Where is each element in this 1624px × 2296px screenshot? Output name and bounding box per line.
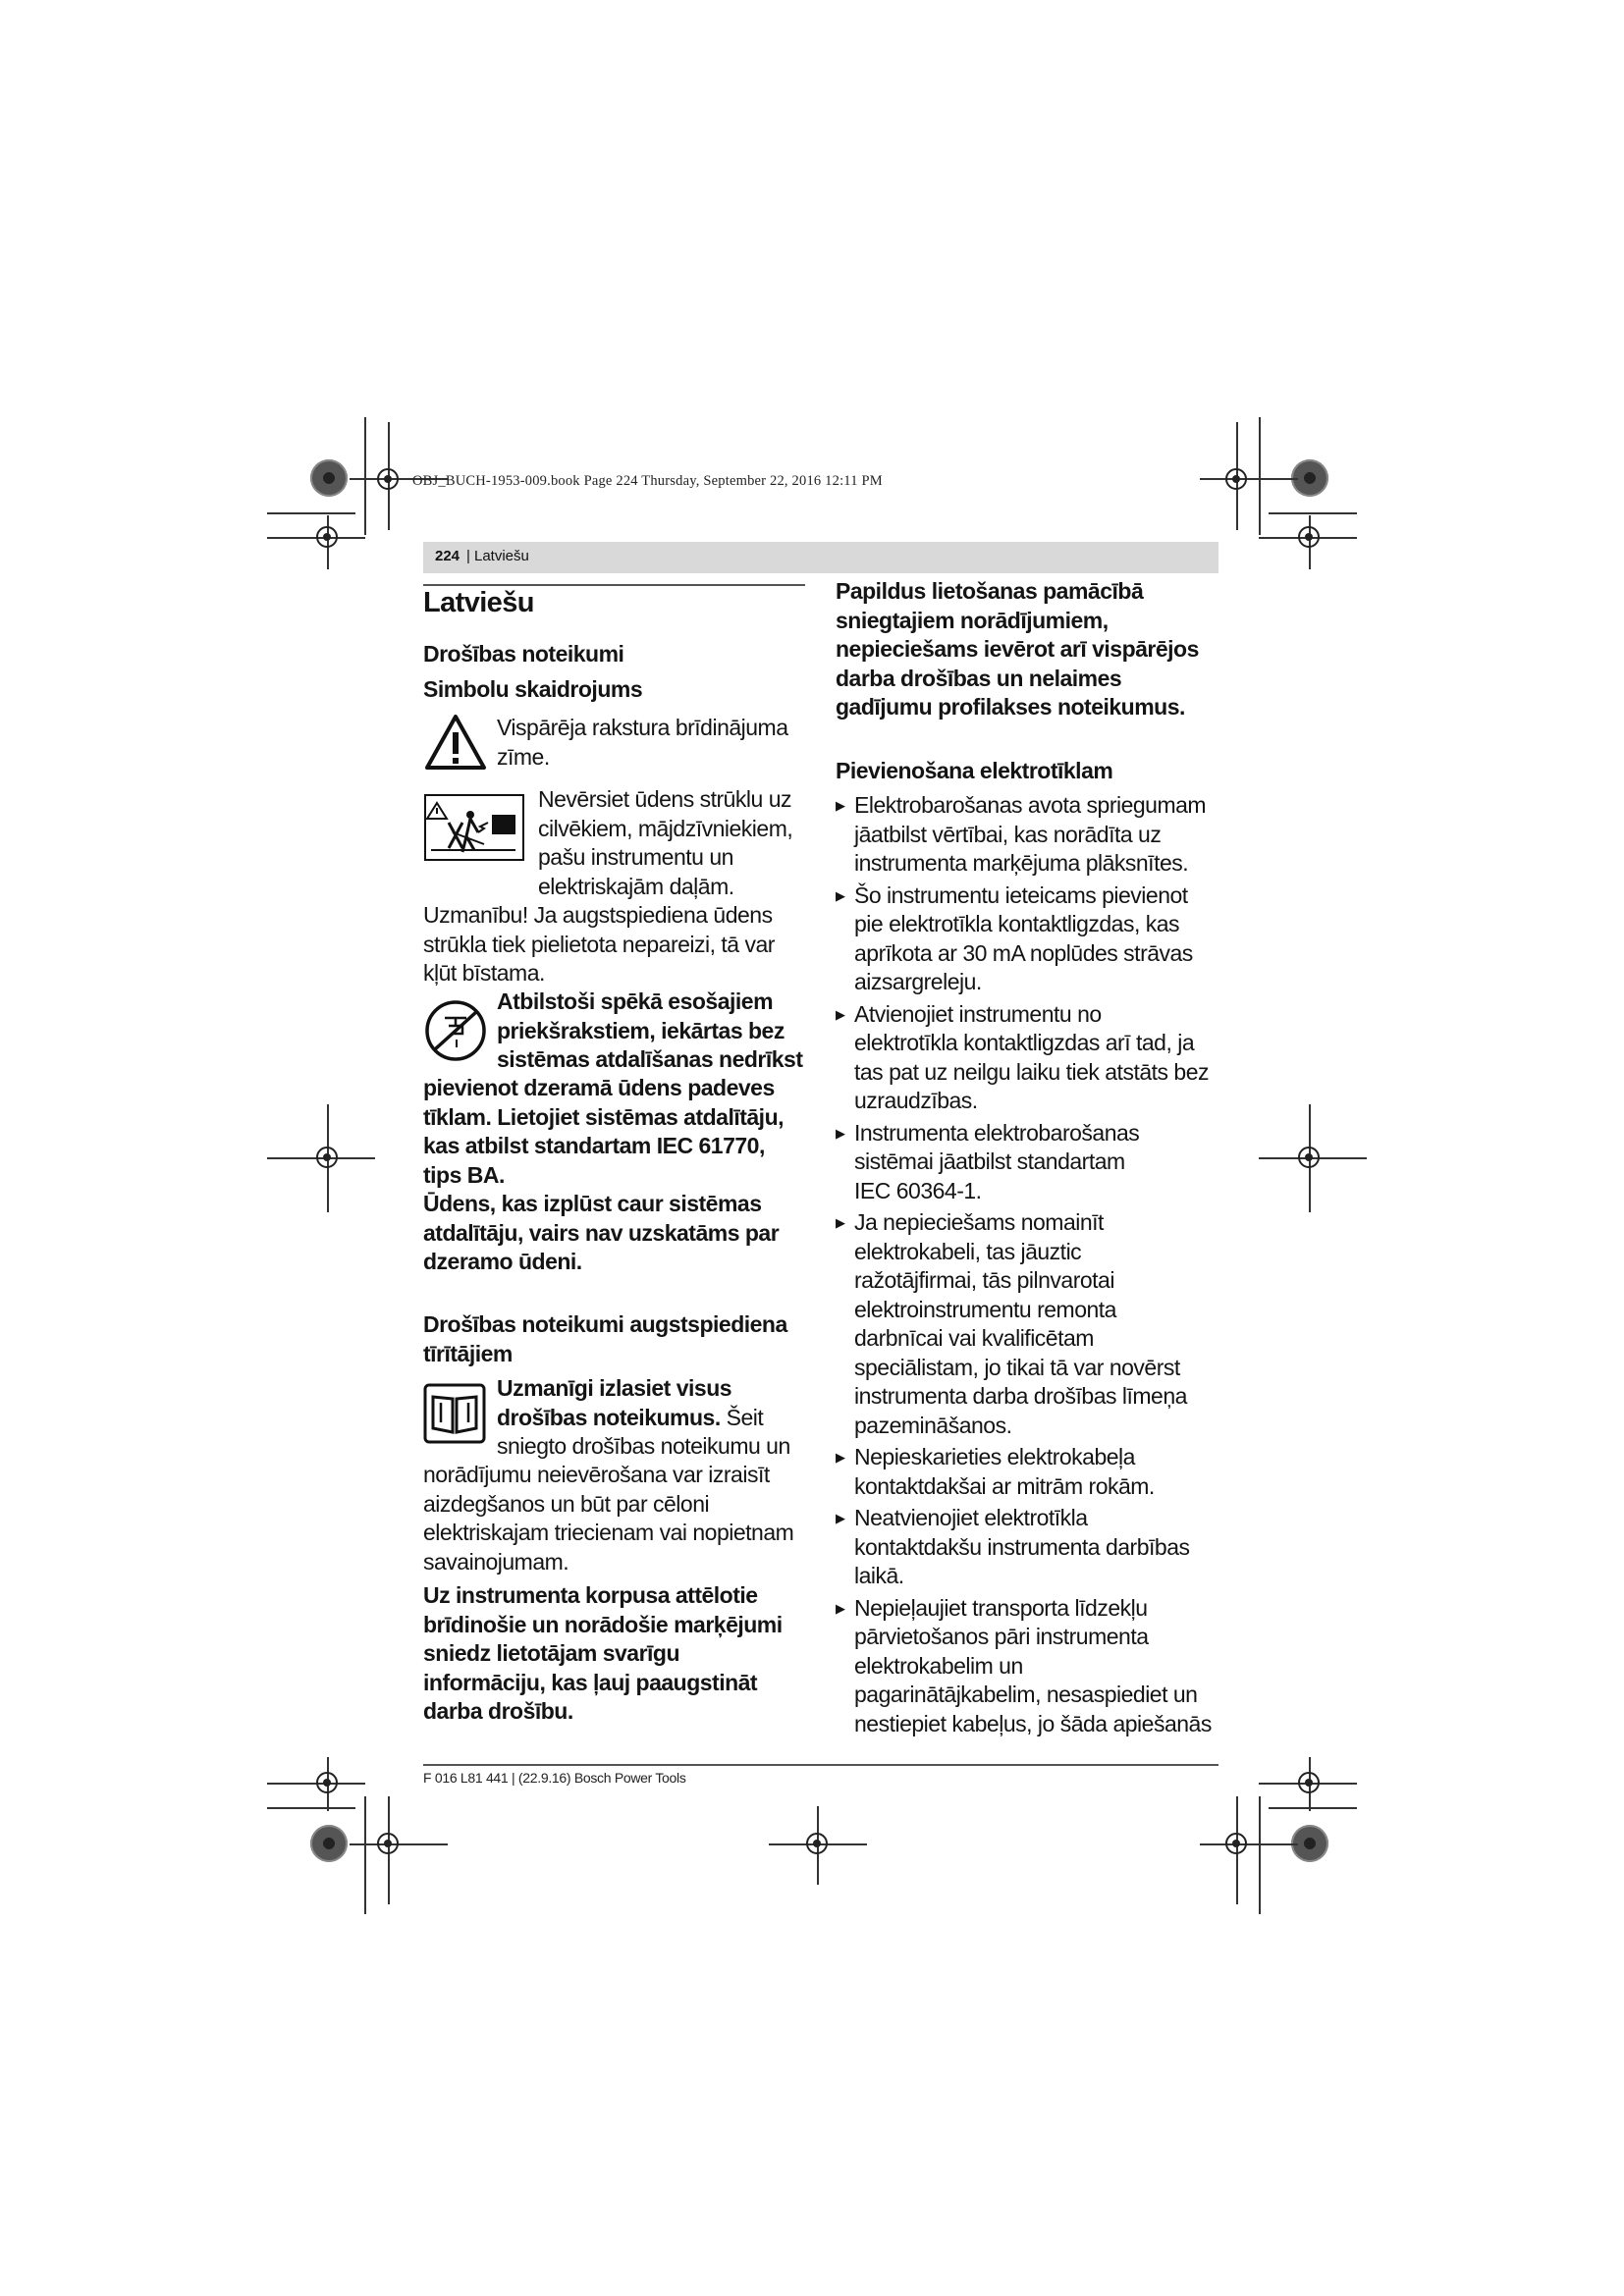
water-network-wrap: Atbilstoši spēkā esošajiem priekšrakstiem, iekārtas bez sistēmas atdalīšanas nedrīkst <box>497 988 803 1072</box>
list-item: ▶ Elektrobarošanas avota spriegumam jāatbilst vērtībai, kas norādīta uz instrumenta marķējuma plāksnītes. <box>836 791 1228 879</box>
power-connection-heading: Pievienošana elektrotīklam <box>836 758 1113 783</box>
section-heading: Drošības noteikumi <box>423 641 624 667</box>
water-jet-text: Nevērsiet ūdens strūklu uz cilvēkiem, mājdzīvniekiem, pašu instrumentu un elektriskajām daļām. <box>538 786 793 899</box>
read-instructions-wrap: Uzmanīgi izlasiet visus drošības noteikumus. Šeit sniegto drošības noteikumu un <box>497 1375 790 1459</box>
water-jet-warning-icon <box>423 793 525 862</box>
page-footer: F 016 L81 441 | (22.9.16) Bosch Power Tools <box>423 1770 686 1786</box>
page-title: Latviešu <box>423 587 534 618</box>
list-item: ▶ Nepieskarieties elektrokabeļa kontaktdakšai ar mitrām rokām. <box>836 1443 1228 1501</box>
warning-sign-text: Vispārēja rakstura brīdinājuma zīme. <box>497 715 788 770</box>
power-bullet-list <box>836 791 1228 1741</box>
read-manual-icon <box>423 1383 486 1444</box>
attention-paragraph: Uzmanību! Ja augstspiediena ūdens strūkla tiek pielietota nepareizi, tā var kļūt bīstama. <box>423 902 775 986</box>
read-instructions-paragraph: norādījumu neievērošana var izraisīt aizdegšanos un būt par cēloni elektriskajam triecienam vai nopietnam savainojumam. <box>423 1462 794 1575</box>
water-not-drinkable-paragraph: Ūdens, kas izplūst caur sistēmas atdalītāju, vairs nav uzskatāms par dzeramo ūdeni. <box>423 1191 780 1274</box>
subsection-heading: Simbolu skaidrojums <box>423 676 643 702</box>
page-number: 224 <box>435 548 460 564</box>
water-network-paragraph: pievienot dzeramā ūdens padeves tīklam. Lietojiet sistēmas atdalītāju, kas atbilst standartam IEC 61770, tips BA. <box>423 1075 785 1188</box>
list-item: ▶ Neatvienojiet elektrotīkla kontaktdakšu instrumenta darbības laikā. <box>836 1504 1228 1591</box>
list-item: ▶ Ja nepieciešams nomainīt elektrokabeli, tas jāuztic ražotājfirmai, tās pilnvarotai elektroinstrumentu remonta darbnīcai vai kvalificētam speciālistam, jo tikai tā var novērst instrumenta darba drošības līmeņa pazemināšanos. <box>836 1208 1228 1440</box>
header-language: Latviešu <box>474 548 529 564</box>
no-drinking-water-icon <box>423 998 488 1063</box>
list-item: ▶ Nepieļaujiet transporta līdzekļu pārvietošanos pāri instrumenta elektrokabelim un pagarinātājkabelim, nesaspiediet un nestiepiet kabeļus, jo šāda apiešanās <box>836 1594 1228 1739</box>
page-header <box>423 542 1218 573</box>
markings-paragraph: Uz instrumenta korpusa attēlotie brīdinošie un norādošie marķējumi sniedz lietotājam svarīgu informāciju, kas ļauj paaugstināt darba drošību. <box>423 1582 783 1724</box>
file-info: OBJ_BUCH-1953-009.book Page 224 Thursday, September 22, 2016 12:11 PM <box>412 473 883 489</box>
title-rule <box>423 584 805 586</box>
intro-paragraph: Papildus lietošanas pamācībā sniegtajiem norādījumiem, nepieciešams ievērot arī vispārējos darba drošības un nelaimes gadījumu profilakses noteikumus. <box>836 578 1199 720</box>
list-item: ▶ Atvienojiet instrumentu no elektrotīkla kontaktligzdas arī tad, ja tas pat uz neilgu laiku tiek atstāts bez uzraudzības. <box>836 1000 1228 1116</box>
high-pressure-safety-heading: Drošības noteikumi augstspiediena tīrītājiem <box>423 1311 787 1366</box>
list-item: ▶ Instrumenta elektrobarošanas sistēmai jāatbilst standartam IEC 60364-1. <box>836 1119 1228 1206</box>
header-separator: | <box>466 548 470 564</box>
footer-rule <box>423 1764 1218 1766</box>
list-item: ▶ Šo instrumentu ieteicams pievienot pie elektrotīkla kontaktligzdas, kas aprīkota ar 30 mA noplūdes strāvas aizsargreleju. <box>836 881 1228 997</box>
warning-triangle-icon <box>423 713 488 772</box>
